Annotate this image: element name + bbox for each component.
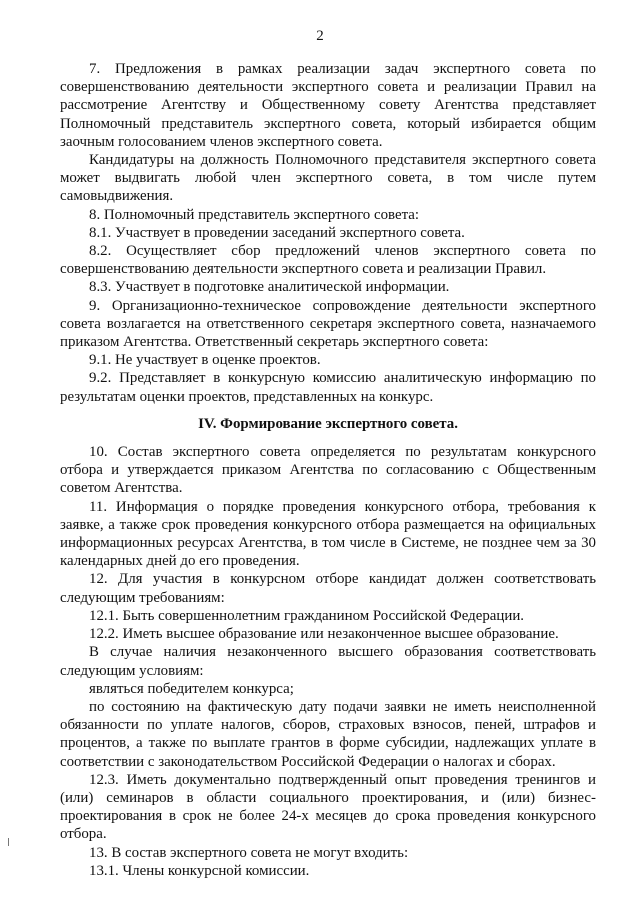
- paragraph-7: 7. Предложения в рамках реализации задач экспертного совета по совершенствованию деятельности экспертного совета и реализации Правил на рассмотрение Агентству и Общественному совету Агентства представляет Полномочный представитель экспертного совета, который избирается общим заочным голосованием членов экспертного совета.: [60, 61, 596, 150]
- paragraph-12-2-case: В случае наличия незаконченного высшего образования соответствовать следующим условиям:: [60, 644, 596, 679]
- paragraph-12-1: 12.1. Быть совершеннолетним гражданином Российской Федерации.: [89, 607, 525, 624]
- paragraph-7-candidates: Кандидатуры на должность Полномочного представителя экспертного совета может выдвигать любой член экспертного совета, в том числе путем самовыдвижения.: [60, 152, 596, 205]
- paragraph-12-3: 12.3. Иметь документально подтвержденный опыт проведения тренингов и (или) семинаров в области социального проектирования, и (или) бизнес-проектирования в срок не более 24-х месяцев до срока проведения конкурсного отбора.: [60, 771, 596, 843]
- paragraph-13-1: 13.1. Члены конкурсной комиссии.: [89, 862, 310, 879]
- paragraph-10: 10. Состав экспертного совета определяется по результатам конкурсного отбора и утверждается приказом Агентства по согласованию с Общественным советом Агентства.: [60, 444, 596, 497]
- paragraph-9: 9. Организационно-техническое сопровождение деятельности экспертного совета возлагается на ответственного секретаря экспертного совета, назначаемого приказом Агентства. Ответственный секретарь экспертного совета:: [60, 297, 596, 351]
- paragraph-12-2: 12.2. Иметь высшее образование или незаконченное высшее образование.: [89, 626, 559, 643]
- paragraph-8-2: 8.2. Осуществляет сбор предложений членов экспертного совета по совершенствованию деятельности экспертного совета и реализации Правил.: [60, 243, 596, 278]
- paragraph-13: 13. В состав экспертного совета не могут входить:: [89, 844, 409, 861]
- paragraph-8-3: 8.3. Участвует в подготовке аналитической информации.: [89, 279, 450, 296]
- page-number: 2: [316, 28, 324, 44]
- paragraph-11: 11. Информация о порядке проведения конкурсного отбора, требования к заявке, а также срок проведения конкурсного отбора размещается на официальных информационных ресурсах Агентства, в том числе в Системе, не позднее чем за 30 календарных дней до его проведения.: [60, 498, 596, 570]
- paragraph-12: 12. Для участия в конкурсном отборе кандидат должен соответствовать следующим требованиям:: [60, 571, 596, 606]
- document-body: [60, 60, 596, 880]
- scan-margin-mark: [8, 838, 9, 846]
- paragraph-8-1: 8.1. Участвует в проведении заседаний экспертного совета.: [89, 224, 465, 241]
- paragraph-12-2-condition-2: по состоянию на фактическую дату подачи заявки не иметь неисполненной обязанности по уплате налогов, сборов, страховых взносов, пеней, штрафов и процентов, а также по выплате грантов в форме субсидии, надлежащих уплате в соответствии с законодательством Российской Федерации о налогах и сборах.: [60, 698, 596, 770]
- section-heading: IV. Формирование экспертного совета.: [198, 415, 458, 432]
- paragraph-9-2: 9.2. Представляет в конкурсную комиссию аналитическую информацию по результатам оценки проектов, представленных на конкурс.: [60, 370, 596, 405]
- paragraph-8: 8. Полномочный представитель экспертного совета:: [89, 206, 420, 223]
- paragraph-9-1: 9.1. Не участвует в оценке проектов.: [89, 352, 321, 369]
- paragraph-12-2-condition-1: являться победителем конкурса;: [89, 680, 294, 697]
